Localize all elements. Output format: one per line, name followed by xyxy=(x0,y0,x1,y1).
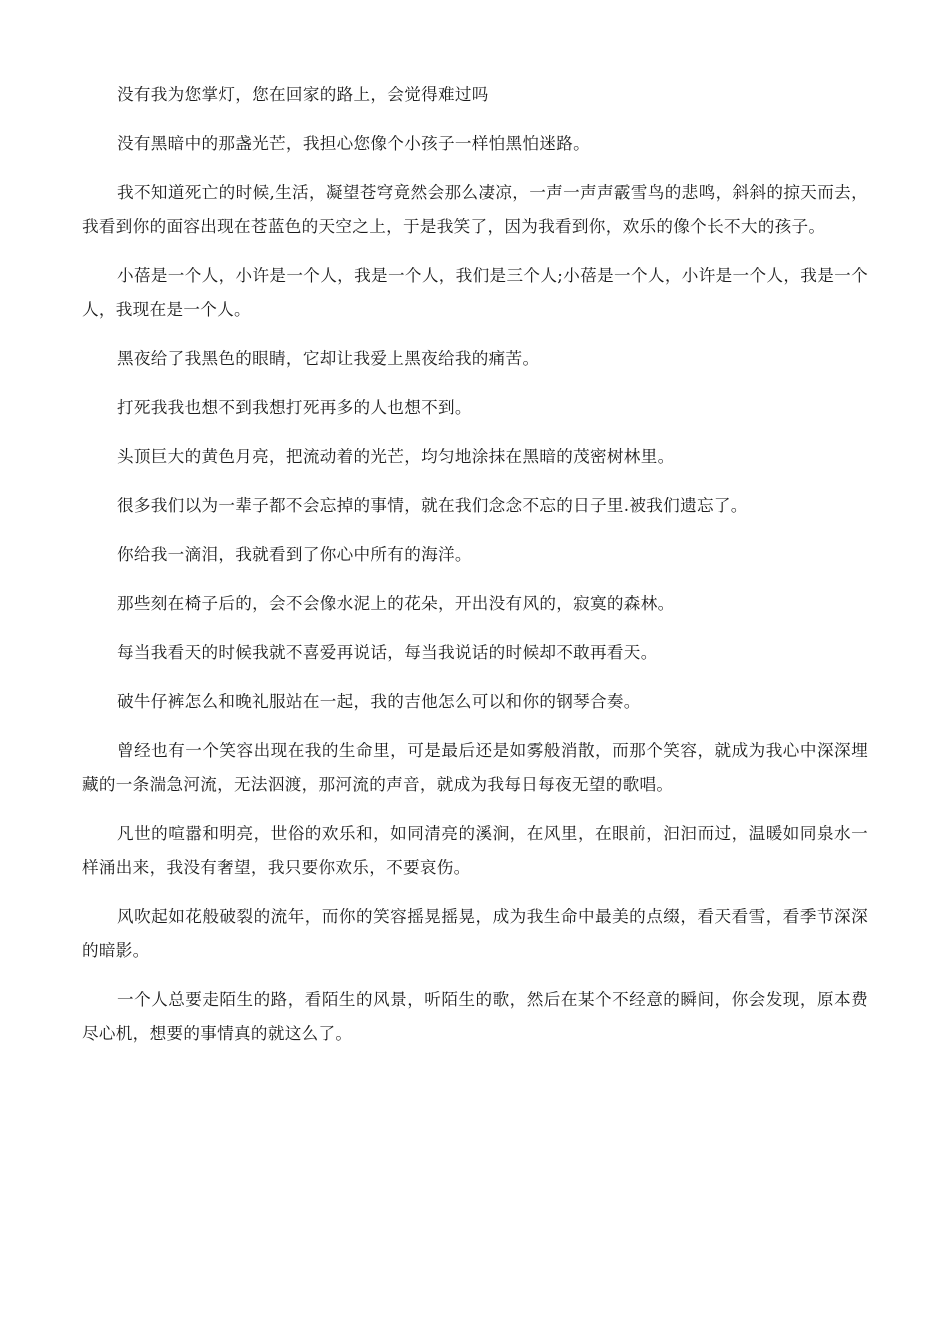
paragraph: 一个人总要走陌生的路，看陌生的风景，听陌生的歌，然后在某个不经意的瞬间，你会发现，原本费尽心机，想要的事情真的就这么了。 xyxy=(82,990,868,1043)
paragraph: 头顶巨大的黄色月亮，把流动着的光芒，均匀地涂抹在黑暗的茂密树林里。 xyxy=(117,447,675,466)
paragraph: 那些刻在椅子后的，会不会像水泥上的花朵，开出没有风的，寂寞的森林。 xyxy=(117,594,675,613)
paragraph: 我不知道死亡的时候,生活，凝望苍穹竟然会那么凄凉，一声一声声霰雪鸟的悲鸣，斜斜的掠天而去，我看到你的面容出现在苍蓝色的天空之上，于是我笑了，因为我看到你，欢乐的像个长不大的孩子。 xyxy=(82,183,868,236)
document-body xyxy=(82,78,868,1066)
paragraph: 没有黑暗中的那盏光芒，我担心您像个小孩子一样怕黑怕迷路。 xyxy=(117,134,591,153)
paragraph: 没有我为您掌灯，您在回家的路上，会觉得难过吗 xyxy=(117,85,489,104)
paragraph: 破牛仔裤怎么和晚礼服站在一起，我的吉他怎么可以和你的钢琴合奏。 xyxy=(117,692,641,711)
paragraph: 打死我我也想不到我想打死再多的人也想不到。 xyxy=(117,398,472,417)
paragraph: 凡世的喧嚣和明亮，世俗的欢乐和，如同清亮的溪涧，在风里，在眼前，汩汩而过，温暖如同泉水一样涌出来，我没有奢望，我只要你欢乐，不要哀伤。 xyxy=(82,824,868,877)
paragraph: 每当我看天的时候我就不喜爱再说话，每当我说话的时候却不敢再看天。 xyxy=(117,643,658,662)
paragraph: 小蓓是一个人，小许是一个人，我是一个人，我们是三个人;小蓓是一个人，小许是一个人，我是一个人，我现在是一个人。 xyxy=(82,266,868,319)
paragraph: 风吹起如花般破裂的流年，而你的笑容摇晃摇晃，成为我生命中最美的点缀，看天看雪，看季节深深的暗影。 xyxy=(82,907,868,960)
paragraph: 黑夜给了我黑色的眼睛，它却让我爱上黑夜给我的痛苦。 xyxy=(117,349,540,368)
paragraph: 曾经也有一个笑容出现在我的生命里，可是最后还是如雾般消散，而那个笑容，就成为我心中深深埋藏的一条湍急河流，无法泅渡，那河流的声音，就成为我每日每夜无望的歌唱。 xyxy=(82,741,868,794)
paragraph: 很多我们以为一辈子都不会忘掉的事情，就在我们念念不忘的日子里.被我们遗忘了。 xyxy=(117,496,748,515)
paragraph: 你给我一滴泪，我就看到了你心中所有的海洋。 xyxy=(117,545,472,564)
